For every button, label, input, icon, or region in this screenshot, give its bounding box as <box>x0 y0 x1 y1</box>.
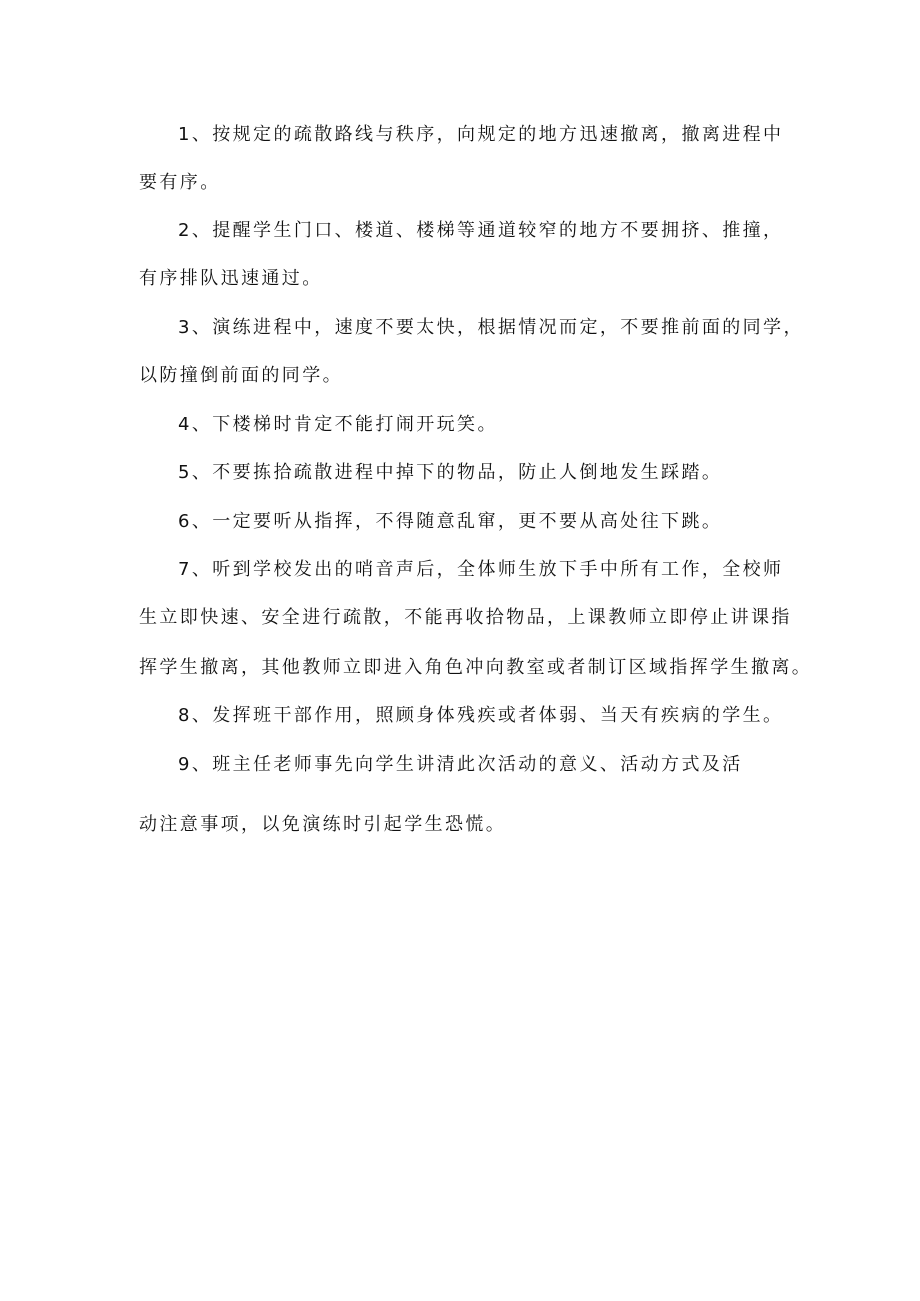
item-6-line-1: 6、一定要听从指挥，不得随意乱窜，更不要从高处往下跳。 <box>178 511 723 532</box>
item-9-line-2: 动注意事项，以免演练时引起学生恐慌。 <box>139 814 507 835</box>
item-4-line-1: 4、下楼梯时肯定不能打闹开玩笑。 <box>178 414 498 435</box>
item-3-line-2: 以防撞倒前面的同学。 <box>139 365 343 386</box>
item-5-line-1: 5、不要拣拾疏散进程中掉下的物品，防止人倒地发生踩踏。 <box>178 462 723 483</box>
item-2-line-1: 2、提醒学生门口、楼道、楼梯等通道较窄的地方不要拥挤、推撞， <box>178 220 784 241</box>
item-1-line-1: 1、按规定的疏散路线与秩序，向规定的地方迅速撤离，撤离进程中 <box>178 124 784 145</box>
item-8-line-1: 8、发挥班干部作用，照顾身体残疾或者体弱、当天有疾病的学生。 <box>178 705 784 726</box>
item-7-line-3: 挥学生撤离，其他教师立即进入角色冲向教室或者制订区域指挥学生撤离。 <box>139 657 813 678</box>
item-3-line-1: 3、演练进程中，速度不要太快，根据情况而定，不要推前面的同学， <box>178 317 804 338</box>
item-2-line-2: 有序排队迅速通过。 <box>139 268 323 289</box>
item-7-line-1: 7、听到学校发出的哨音声后，全体师生放下手中所有工作，全校师 <box>178 559 784 580</box>
item-7-line-2: 生立即快速、安全进行疏散，不能再收拾物品，上课教师立即停止讲课指 <box>139 607 792 628</box>
item-9-line-1: 9、班主任老师事先向学生讲清此次活动的意义、活动方式及活 <box>178 754 743 775</box>
item-1-line-2: 要有序。 <box>139 172 221 193</box>
